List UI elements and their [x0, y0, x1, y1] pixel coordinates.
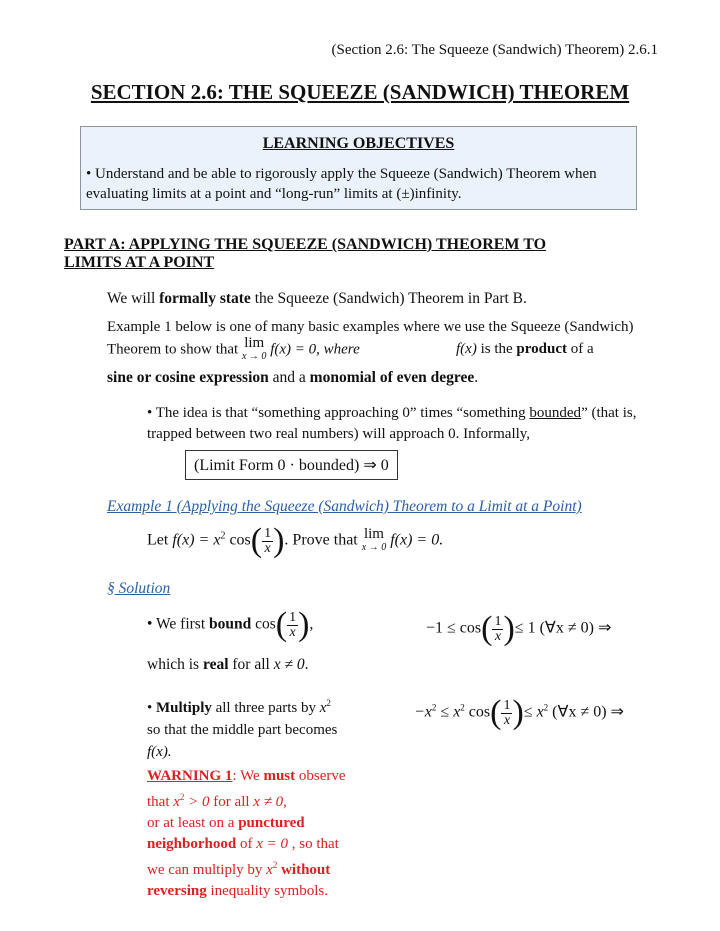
ineq2-denominator: x: [503, 712, 511, 728]
paragraph-formal-statement: [107, 286, 647, 311]
idea-bullet: [147, 403, 647, 445]
limit-form-box: [185, 450, 398, 480]
p1-text-end: the Squeeze (Sandwich) Theorem in Part B.: [250, 290, 527, 307]
s2-bullet: •: [147, 700, 157, 716]
idea-text-end: ” (that is, trapped between two real numbers) will approach 0. Informally,: [147, 405, 637, 442]
running-header: (Section 2.6: The Squeeze (Sandwich) Theorem) 2.6.1: [331, 42, 658, 58]
p1-bold: formally state: [159, 290, 251, 307]
square-exponent: 2: [220, 530, 226, 542]
p2-sine-cosine: sine or cosine expression: [107, 369, 269, 386]
warning-without: without: [277, 862, 331, 878]
s1-text: • We first: [147, 615, 210, 633]
ineq2-tail: (∀x ≠ 0) ⇒: [548, 703, 624, 721]
limit-form-text: (Limit Form 0 · bounded) ⇒ 0: [194, 457, 389, 474]
p2-fx: f(x): [456, 341, 477, 357]
p2-period: .: [474, 369, 479, 386]
warning-line-1: [147, 766, 407, 787]
s2-fx: f(x).: [147, 744, 172, 760]
s1-fraction: [287, 611, 298, 640]
solution-heading: § Solution: [107, 580, 171, 597]
warning-for-all: for all: [209, 794, 254, 810]
example-lim-word: lim: [363, 526, 384, 542]
ineq2-neg-x: −x: [414, 703, 432, 721]
warning-neighborhood: neighborhood: [147, 836, 237, 852]
example-lim-subscript: x → 0: [361, 542, 387, 553]
p2-where-clause: [456, 341, 594, 358]
fx-expr: f(x) = x: [172, 531, 221, 549]
ineq1-fraction: [492, 615, 503, 644]
s1-denominator: x: [289, 624, 296, 640]
example-1-heading: Example 1 (Applying the Squeeze (Sandwich) Theorem to a Limit at a Point): [107, 498, 582, 515]
cos-word: cos: [225, 531, 251, 549]
p2-is-the: is the: [476, 341, 517, 357]
warning-x: x: [173, 794, 180, 810]
warning-gt0: > 0: [184, 794, 210, 810]
warning-x-eq-0: x = 0: [256, 836, 288, 852]
warning-must: must: [263, 768, 296, 784]
lim-word: lim: [244, 335, 265, 351]
inequality-1: −1 ≤ cos( $\frac{1}{x}$ )≤ 1 (∀x ≠ 0) ⇒: [426, 610, 612, 647]
example-limit: [362, 528, 386, 554]
warning-label: WARNING 1: [147, 768, 233, 784]
p2-monomial: monomial of even degree: [309, 369, 475, 386]
part-a-heading: [64, 236, 624, 272]
p1-text: We will: [107, 290, 160, 307]
warning-that: that: [147, 794, 174, 810]
warning-reversing: reversing: [147, 883, 207, 899]
part-a-heading-line2: LIMITS AT A POINT: [64, 254, 215, 271]
s1-period: .: [304, 656, 309, 673]
warning-so-that: , so that: [287, 836, 339, 852]
s1-cos: cos: [251, 615, 276, 633]
fraction-denominator: x: [264, 540, 271, 556]
s2-x: x: [319, 700, 327, 716]
learning-objectives-box: [80, 126, 637, 210]
ineq2-cos: cos: [464, 703, 491, 721]
warning-line-5: we can multiply by $x^2$ without: [147, 860, 331, 878]
s2-text: all three parts by: [211, 700, 320, 716]
warning-comma: ,: [283, 794, 287, 810]
warning-multiply-by: we can multiply by: [147, 862, 267, 878]
p2-of-a: of a: [567, 341, 594, 357]
ineq2-numerator: 1: [503, 697, 511, 713]
s1-for-all: for all: [228, 656, 274, 673]
objectives-heading: LEARNING OBJECTIVES: [262, 135, 455, 152]
limit-expression: [242, 337, 266, 363]
ineq1-right: ≤ 1 (∀x ≠ 0) ⇒: [514, 619, 612, 637]
ineq1-left: −1 ≤ cos: [426, 619, 482, 637]
ineq2-x: ≤ x: [436, 703, 461, 721]
let-word: Let: [147, 531, 173, 549]
p2-text: Example 1 below is one of many basic examples where we use the Squeeze (Sandwich) Theorem to show that: [107, 319, 634, 358]
example-limit-tail: f(x) = 0.: [386, 531, 444, 549]
p2-product: product: [516, 341, 567, 357]
step-1-bound: • We first bound cos( $\frac{1}{x}$ ),: [147, 606, 314, 643]
ineq2-x-right: ≤ x: [523, 703, 544, 721]
warning-1: [147, 766, 407, 902]
s1-real: real: [202, 656, 229, 673]
inequality-2: $-x^2 \le x^2$ cos( $\frac{1}{x}$ )≤ $x^2$ (∀x ≠ 0) ⇒: [414, 694, 624, 731]
warning-punctured: punctured: [238, 815, 305, 831]
paragraph-product-line: [107, 369, 652, 387]
ineq2-fraction: [501, 699, 512, 728]
warning-of: of: [236, 836, 257, 852]
fraction-one-over-x: [262, 527, 273, 556]
warning-or-at-least: or at least on a: [147, 815, 239, 831]
step-2-multiply: • Multiply all three parts by $x^2$ so that the middle part becomes f(x).: [147, 698, 338, 760]
s1-comma: ,: [309, 615, 314, 633]
p2-limit-tail: f(x) = 0, where: [266, 341, 360, 358]
s1-x-neq-0: x ≠ 0: [273, 656, 305, 673]
objectives-bullet: • Understand and be able to rigorously apply the Squeeze (Sandwich) Theorem when evaluating limits at a point and “long-run” limits at (±)infinity.: [86, 166, 597, 202]
warning-we: : We: [232, 768, 264, 784]
s1-numerator: 1: [289, 609, 297, 625]
fraction-numerator: 1: [264, 525, 272, 541]
lim-subscript: x → 0: [241, 351, 267, 362]
warning-line-4: [147, 834, 407, 855]
p2-and: and a: [268, 369, 310, 386]
s2-middle: so that the middle part becomes: [147, 722, 338, 738]
warning-x-neq-0: x ≠ 0: [253, 794, 284, 810]
step-1-real: [147, 656, 308, 674]
page-title: SECTION 2.6: THE SQUEEZE (SANDWICH) THEOREM: [90, 80, 630, 104]
warning-observe: observe: [295, 768, 346, 784]
idea-text: • The idea is that “something approaching 0” times “something: [147, 405, 530, 421]
ineq1-denominator: x: [494, 628, 502, 644]
warning-line-2: that $x^2 > 0$ for all x ≠ 0,: [147, 792, 287, 810]
prove-text: . Prove that: [284, 531, 362, 549]
ineq1-numerator: 1: [494, 613, 502, 629]
s2-multiply: Multiply: [156, 700, 212, 716]
warning-x2: x: [266, 862, 273, 878]
warning-inequality: inequality symbols.: [206, 883, 328, 899]
s1-which: which is: [147, 656, 203, 673]
warning-line-3: [147, 813, 407, 834]
example-1-statement: Let $f(x) = x^2$ cos( $\frac{1}{x}$ ). Prove that lim x → 0 f(x) = 0.: [147, 522, 444, 559]
part-a-heading-line1: PART A: APPLYING THE SQUEEZE (SANDWICH) THEOREM TO: [64, 236, 547, 253]
idea-bounded: bounded: [529, 405, 582, 421]
s1-bound: bound: [209, 615, 252, 633]
warning-line-6: [147, 881, 407, 902]
